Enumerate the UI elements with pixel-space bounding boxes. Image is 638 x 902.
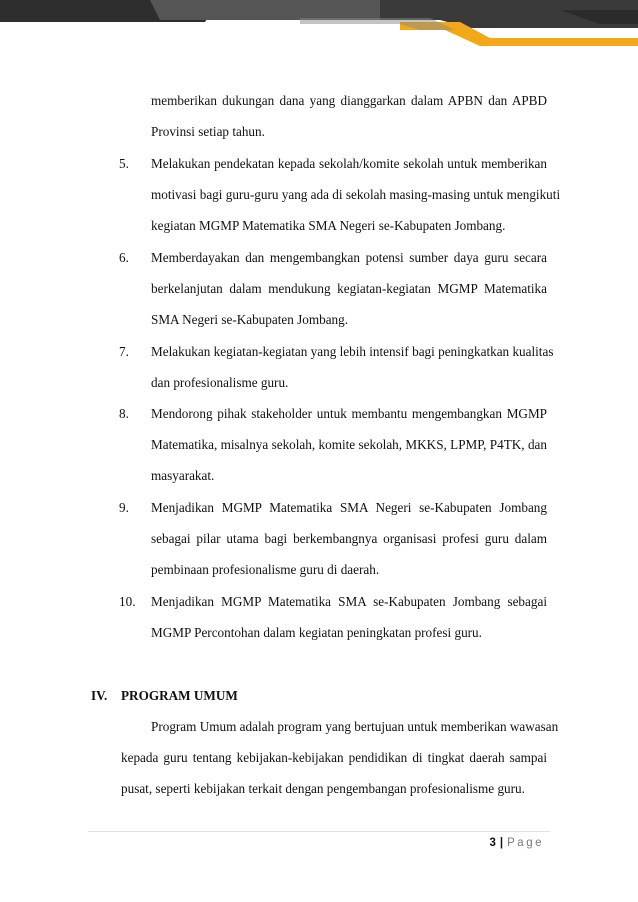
list-item-text-line: Memberdayakan dan mengembangkan potensi sumber daya guru secara	[151, 250, 547, 265]
list-item-text-line: masyarakat.	[151, 468, 215, 483]
list-item-number: 5.	[119, 156, 129, 171]
paragraph-line: kepada guru tentang kebijakan-kebijakan pendidikan di tingkat daerah sampai	[121, 750, 547, 765]
list-item-text-line: dan profesionalisme guru.	[151, 375, 289, 390]
list-item-text-line: memberikan dukungan dana yang dianggarkan dalam APBN dan APBD	[151, 93, 547, 108]
list-item-text-line: pembinaan profesionalisme guru di daerah.	[151, 562, 380, 577]
section-title: PROGRAM UMUM	[121, 688, 238, 703]
list-item-text-line: Matematika, misalnya sekolah, komite sekolah, MKKS, LPMP, P4TK, dan	[151, 437, 547, 452]
list-item-number: 9.	[119, 500, 129, 515]
list-item-number: 10.	[119, 594, 136, 609]
list-item-text-line: Menjadikan MGMP Matematika SMA se-Kabupaten Jombang sebagai	[151, 594, 547, 609]
page-footer	[490, 836, 544, 850]
list-item-text-line: motivasi bagi guru-guru yang ada di sekolah masing-masing untuk mengikuti	[151, 187, 561, 202]
header-decoration	[0, 0, 638, 60]
page-number: 3	[489, 837, 496, 849]
list-item-text-line: MGMP Percontohan dalam kegiatan peningkatan profesi guru.	[151, 625, 482, 640]
paragraph-line: Program Umum adalah program yang bertujuan untuk memberikan wawasan	[151, 719, 559, 734]
list-item-number: 6.	[119, 250, 129, 265]
list-item-text-line: Melakukan pendekatan kepada sekolah/komite sekolah untuk memberikan	[151, 156, 547, 171]
paragraph-line: pusat, seperti kebijakan terkait dengan pengembangan profesionalisme guru.	[121, 781, 525, 796]
list-item-text-line: Provinsi setiap tahun.	[151, 124, 265, 139]
page-label: Page	[507, 837, 544, 849]
list-item-text-line: sebagai pilar utama bagi berkembangnya organisasi profesi guru dalam	[151, 531, 547, 546]
list-item-text-line: Menjadikan MGMP Matematika SMA Negeri se-Kabupaten Jombang	[151, 500, 547, 515]
list-item-text-line: kegiatan MGMP Matematika SMA Negeri se-Kabupaten Jombang.	[151, 218, 506, 233]
footer-divider	[88, 831, 550, 832]
list-item-text-line: Melakukan kegiatan-kegiatan yang lebih intensif bagi peningkatkan kualitas	[151, 344, 554, 359]
list-item-text-line: SMA Negeri se-Kabupaten Jombang.	[151, 312, 349, 327]
list-item-text-line: berkelanjutan dalam mendukung kegiatan-kegiatan MGMP Matematika	[151, 281, 547, 296]
section-numeral: IV.	[91, 688, 108, 703]
list-item-text-line: Mendorong pihak stakeholder untuk membantu mengembangkan MGMP	[151, 406, 547, 421]
list-item-number: 7.	[119, 344, 129, 359]
footer-separator: |	[499, 837, 504, 849]
list-item-number: 8.	[119, 406, 129, 421]
